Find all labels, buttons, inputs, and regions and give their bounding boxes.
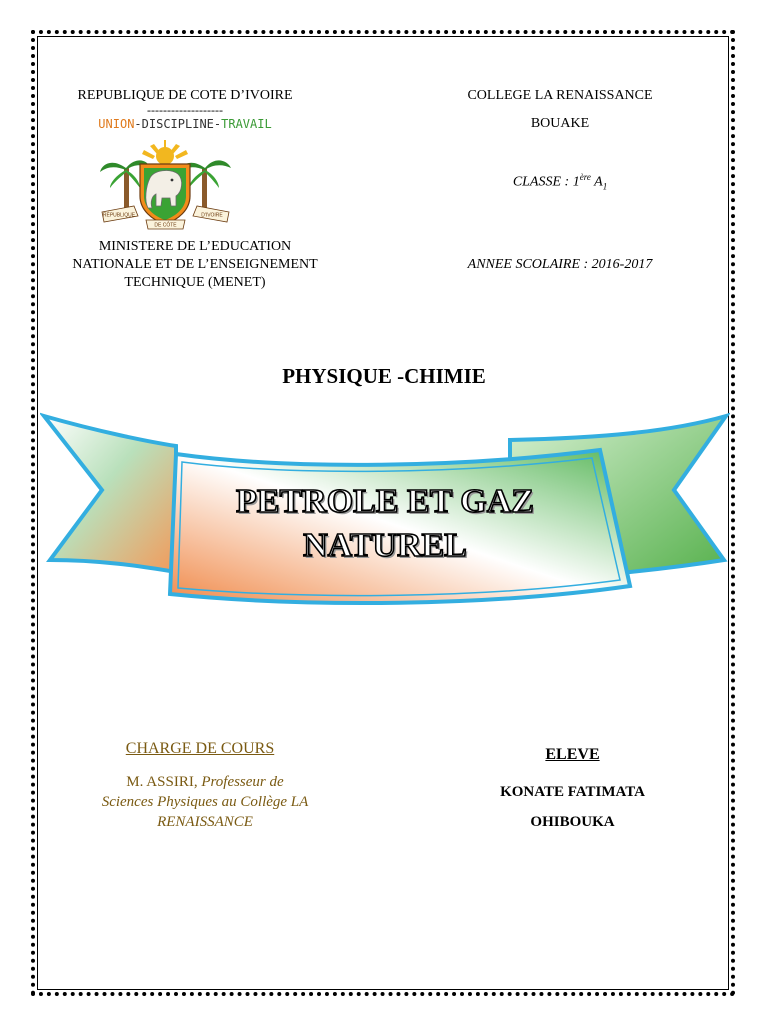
document-title (175, 480, 595, 568)
teacher-role-line-2: Sciences Physiques au Collège LA (101, 794, 309, 810)
motto-discipline: -DISCIPLINE- (134, 117, 222, 131)
teacher-info (60, 772, 350, 832)
ministry-line-2: NATIONALE ET DE L’ENSEIGNEMENT (72, 257, 318, 272)
republic-label: REPUBLIQUE DE COTE D’IVOIRE (77, 88, 293, 103)
charge-de-cours-heading: CHARGE DE COURS (125, 740, 275, 757)
coat-of-arms-text-left: RÉPUBLIQUE (102, 212, 136, 219)
coat-of-arms-text-bottom: DE CÔTE (154, 222, 177, 229)
national-motto (40, 117, 330, 131)
coat-of-arms-text-right: D'IVOIRE (201, 212, 223, 219)
school-year: ANNEE SCOLAIRE : 2016-2017 (467, 257, 653, 272)
coat-of-arms-icon (98, 140, 233, 232)
ministry-label (40, 238, 350, 292)
motto-travail: TRAVAIL (221, 117, 272, 131)
college-city: BOUAKE (530, 116, 590, 131)
title-line-1: PETROLE ET GAZ (236, 483, 534, 520)
student-name-line-1: KONATE FATIMATA (500, 784, 645, 800)
class-subscript: 1 (602, 181, 608, 192)
motto-union: UNION (98, 117, 135, 131)
student-name (430, 777, 715, 837)
class-suffix: A (590, 174, 603, 190)
eleve-heading: ELEVE (545, 746, 600, 763)
subject-title: PHYSIQUE -CHIMIE (282, 364, 486, 388)
class-label (420, 172, 700, 191)
class-superscript: ère (579, 172, 591, 182)
college-name: COLLEGE LA RENAISSANCE (467, 88, 653, 103)
teacher-role-line-1: Professeur de (197, 774, 284, 790)
title-line-2: NATUREL (303, 527, 467, 564)
ministry-line-3: TECHNIQUE (MENET) (124, 275, 266, 290)
ministry-line-1: MINISTERE DE L’EDUCATION (98, 239, 292, 254)
teacher-role-line-3: RENAISSANCE (157, 814, 253, 830)
class-prefix: CLASSE : 1 (512, 174, 580, 190)
student-name-line-2: OHIBOUKA (530, 814, 615, 830)
teacher-name: M. ASSIRI, (126, 774, 198, 790)
separator-dashes: ------------------- (147, 103, 223, 117)
